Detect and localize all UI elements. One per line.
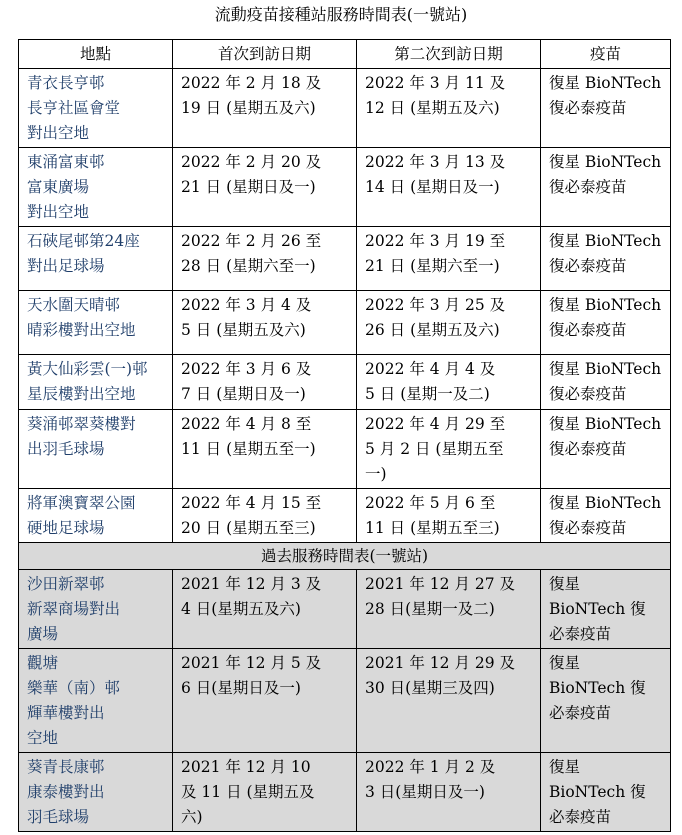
date-line: 2022 年 4 月 29 至 <box>365 415 506 433</box>
location-line: 葵涌邨翠葵樓對 <box>27 415 136 433</box>
first-visit-cell <box>173 753 357 832</box>
vaccine-line: 復星 <box>549 758 581 776</box>
header-second-visit: 第二次到訪日期 <box>357 40 541 69</box>
location-line: 樂華（南）邨 <box>27 679 121 697</box>
date-line: 2021 年 12 月 3 及 <box>181 575 322 593</box>
vaccine-cell <box>541 649 671 753</box>
location-line: 觀塘 <box>27 654 59 672</box>
past-table-row <box>19 570 671 649</box>
date-line: 及 11 日 (星期五及 <box>181 783 315 801</box>
second-visit-cell <box>357 291 541 355</box>
vaccine-cell <box>541 355 671 410</box>
date-line: 2022 年 3 月 19 至 <box>365 232 506 250</box>
location-cell <box>19 148 173 227</box>
vaccine-line: BioNTech 復 <box>549 679 646 697</box>
second-visit-cell <box>357 355 541 410</box>
vaccine-line: BioNTech 復 <box>549 600 646 618</box>
vaccine-cell <box>541 570 671 649</box>
date-line: 2022 年 3 月 25 及 <box>365 296 506 314</box>
location-cell <box>19 489 173 543</box>
date-line: 30 日(星期三及四) <box>365 679 495 697</box>
location-line: 空地 <box>27 729 59 747</box>
page-title: 流動疫苗接種站服務時間表(一號站) <box>214 5 468 24</box>
date-line: 5 日 (星期一及二) <box>365 385 490 403</box>
header-location: 地點 <box>19 40 173 69</box>
location-line: 出羽毛球場 <box>27 440 105 458</box>
vaccine-cell <box>541 753 671 832</box>
table-row <box>19 291 671 355</box>
vaccine-line: 復必泰疫苗 <box>549 321 627 339</box>
location-cell <box>19 410 173 489</box>
date-line: 21 日 (星期六至一) <box>365 257 500 275</box>
vaccine-line: 復必泰疫苗 <box>549 440 627 458</box>
date-line: 2022 年 3 月 6 及 <box>181 360 312 378</box>
date-line: 2022 年 1 月 2 及 <box>365 758 496 776</box>
date-line: 20 日 (星期五至三) <box>181 519 316 537</box>
vaccine-cell <box>541 69 671 148</box>
vaccine-line: 復必泰疫苗 <box>549 257 627 275</box>
first-visit-cell <box>173 489 357 543</box>
vaccine-cell <box>541 410 671 489</box>
vaccine-cell <box>541 489 671 543</box>
location-cell <box>19 227 173 291</box>
date-line: 2022 年 4 月 8 至 <box>181 415 312 433</box>
table-header-row <box>19 40 671 69</box>
vaccine-line: BioNTech 復 <box>549 783 646 801</box>
vaccine-line: 復必泰疫苗 <box>549 519 627 537</box>
vaccine-line: 復星 BioNTech <box>549 296 662 314</box>
first-visit-cell <box>173 355 357 410</box>
table-row <box>19 410 671 489</box>
date-line: 2022 年 4 月 15 至 <box>181 494 322 512</box>
date-line: 2021 年 12 月 29 及 <box>365 654 516 672</box>
second-visit-cell <box>357 148 541 227</box>
second-visit-cell <box>357 649 541 753</box>
date-line: 2022 年 5 月 6 至 <box>365 494 496 512</box>
location-line: 晴彩樓對出空地 <box>27 321 136 339</box>
date-line: 28 日 (星期六至一) <box>181 257 316 275</box>
vaccine-cell <box>541 148 671 227</box>
header-vaccine: 疫苗 <box>541 40 671 69</box>
vaccine-line: 復星 BioNTech <box>549 232 662 250</box>
table-row <box>19 227 671 291</box>
location-cell <box>19 570 173 649</box>
date-line: 26 日 (星期五及六) <box>365 321 500 339</box>
location-line: 沙田新翠邨 <box>27 575 105 593</box>
date-line: 12 日 (星期五及六) <box>365 99 500 117</box>
location-line: 長亨社區會堂 <box>27 99 121 117</box>
first-visit-cell <box>173 69 357 148</box>
date-line: 一) <box>365 465 387 483</box>
vaccine-line: 復星 <box>549 654 581 672</box>
second-visit-cell <box>357 753 541 832</box>
vaccine-line: 復星 BioNTech <box>549 74 662 92</box>
date-line: 19 日 (星期五及六) <box>181 99 316 117</box>
date-line: 7 日 (星期日及一) <box>181 385 306 403</box>
location-line: 輝華樓對出 <box>27 704 105 722</box>
location-line: 葵青長康邨 <box>27 758 105 776</box>
location-cell <box>19 69 173 148</box>
location-line: 康泰樓對出 <box>27 783 105 801</box>
vaccine-line: 復必泰疫苗 <box>549 99 627 117</box>
date-line: 2022 年 3 月 11 及 <box>365 74 506 92</box>
location-line: 星辰樓對出空地 <box>27 385 136 403</box>
location-cell <box>19 355 173 410</box>
date-line: 5 日 (星期五及六) <box>181 321 306 339</box>
date-line: 六) <box>181 808 203 826</box>
vaccine-line: 必泰疫苗 <box>549 704 612 722</box>
date-line: 2022 年 3 月 4 及 <box>181 296 312 314</box>
past-table-row <box>19 649 671 753</box>
table-row <box>19 148 671 227</box>
vaccine-line: 復星 <box>549 575 581 593</box>
date-line: 2022 年 2 月 26 至 <box>181 232 322 250</box>
location-line: 石硤尾邨第24座 <box>27 232 140 250</box>
location-line: 對出空地 <box>27 203 90 221</box>
table-row <box>19 355 671 410</box>
location-cell <box>19 753 173 832</box>
vaccine-line: 復星 BioNTech <box>549 153 662 171</box>
vaccine-line: 復必泰疫苗 <box>549 385 627 403</box>
location-cell <box>19 649 173 753</box>
location-cell <box>19 291 173 355</box>
vaccine-cell <box>541 227 671 291</box>
vaccine-line: 復星 BioNTech <box>549 415 662 433</box>
date-line: 2022 年 4 月 4 及 <box>365 360 496 378</box>
past-section-title: 過去服務時間表(一號站) <box>19 543 671 570</box>
first-visit-cell <box>173 148 357 227</box>
vaccine-line: 復星 BioNTech <box>549 360 662 378</box>
table-row <box>19 69 671 148</box>
second-visit-cell <box>357 227 541 291</box>
date-line: 2022 年 2 月 18 及 <box>181 74 322 92</box>
date-line: 2021 年 12 月 27 及 <box>365 575 516 593</box>
date-line: 5 月 2 日 (星期五至 <box>365 440 504 458</box>
vaccine-line: 復必泰疫苗 <box>549 178 627 196</box>
first-visit-cell <box>173 291 357 355</box>
location-line: 廣場 <box>27 625 59 643</box>
vaccine-cell <box>541 291 671 355</box>
location-line: 黃大仙彩雲(一)邨 <box>27 360 148 378</box>
date-line: 11 日 (星期五至一) <box>181 440 316 458</box>
location-line: 對出空地 <box>27 124 90 142</box>
vaccine-line: 必泰疫苗 <box>549 808 612 826</box>
date-line: 14 日 (星期日及一) <box>365 178 500 196</box>
vaccine-line: 必泰疫苗 <box>549 625 612 643</box>
date-line: 21 日 (星期日及一) <box>181 178 316 196</box>
location-line: 硬地足球場 <box>27 519 105 537</box>
location-line: 新翠商場對出 <box>27 600 121 618</box>
vaccine-line: 復星 BioNTech <box>549 494 662 512</box>
first-visit-cell <box>173 410 357 489</box>
date-line: 4 日(星期五及六) <box>181 600 301 618</box>
date-line: 2021 年 12 月 5 及 <box>181 654 322 672</box>
location-line: 青衣長亨邨 <box>27 74 105 92</box>
location-line: 羽毛球場 <box>27 808 90 826</box>
date-line: 2022 年 3 月 13 及 <box>365 153 506 171</box>
header-first-visit: 首次到訪日期 <box>173 40 357 69</box>
location-line: 東涌富東邨 <box>27 153 105 171</box>
date-line: 2021 年 12 月 10 <box>181 758 311 776</box>
location-line: 富東廣場 <box>27 178 90 196</box>
date-line: 6 日(星期日及一) <box>181 679 301 697</box>
second-visit-cell <box>357 69 541 148</box>
date-line: 28 日(星期一及二) <box>365 600 495 618</box>
date-line: 11 日 (星期五至三) <box>365 519 500 537</box>
first-visit-cell <box>173 649 357 753</box>
first-visit-cell <box>173 570 357 649</box>
date-line: 3 日(星期日及一) <box>365 783 485 801</box>
second-visit-cell <box>357 489 541 543</box>
past-section-header-row <box>19 543 671 570</box>
table-row <box>19 489 671 543</box>
second-visit-cell <box>357 410 541 489</box>
location-line: 將軍澳寶翠公園 <box>27 494 136 512</box>
location-line: 天水圍天晴邨 <box>27 296 121 314</box>
second-visit-cell <box>357 570 541 649</box>
schedule-table <box>18 39 671 832</box>
past-table-row <box>19 753 671 832</box>
location-line: 對出足球場 <box>27 257 105 275</box>
first-visit-cell <box>173 227 357 291</box>
date-line: 2022 年 2 月 20 及 <box>181 153 322 171</box>
